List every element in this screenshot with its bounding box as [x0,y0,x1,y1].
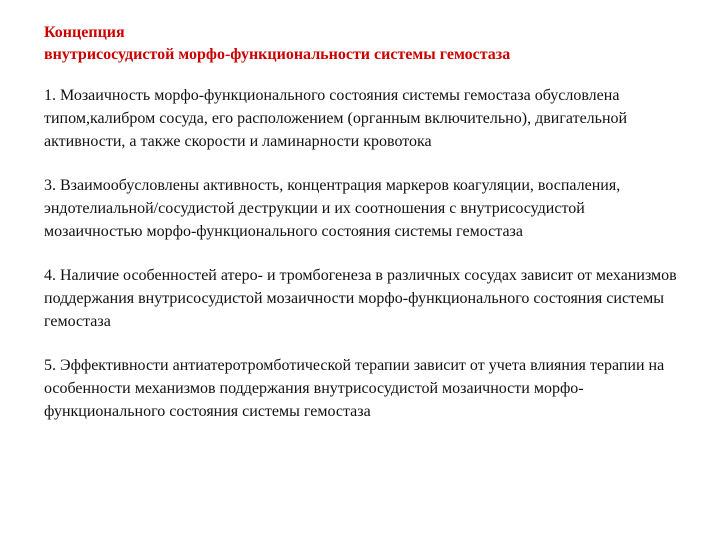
title-line-1: Концепция [44,24,125,41]
concept-item-5: 5. Эффективности антиатеротромботической терапии зависит от учета влияния терапии на особенности механизмов поддержания внутрисосудистой мозаичности морфо-функционального состояния системы гемостаза [44,357,665,420]
slide-title [44,22,684,66]
slide-content [44,22,684,444]
concept-item-1: 1. Мозаичность морфо-функционального состояния системы гемостаза обусловлена типом,калибром сосуда, его расположением (органным включительно), двигательной активности, а также скорости и ламинарности кровотока [44,87,628,150]
concept-item-3: 3. Взаимообусловлены активность, концентрация маркеров коагуляции, воспаления, эндотелиальной/сосудистой деструкции и их соотношения с внутрисосудистой мозаичностью морфо-функционального состояния системы гемостаза [44,177,621,240]
title-line-2: внутрисосудистой морфо-функциональности системы гемостаза [44,46,511,63]
concept-item-4: 4. Наличие особенностей атеро- и тромбогенеза в различных сосудах зависит от механизмов поддержания внутрисосудистой мозаичности морфо-функционального состояния системы гемостаза [44,267,677,330]
